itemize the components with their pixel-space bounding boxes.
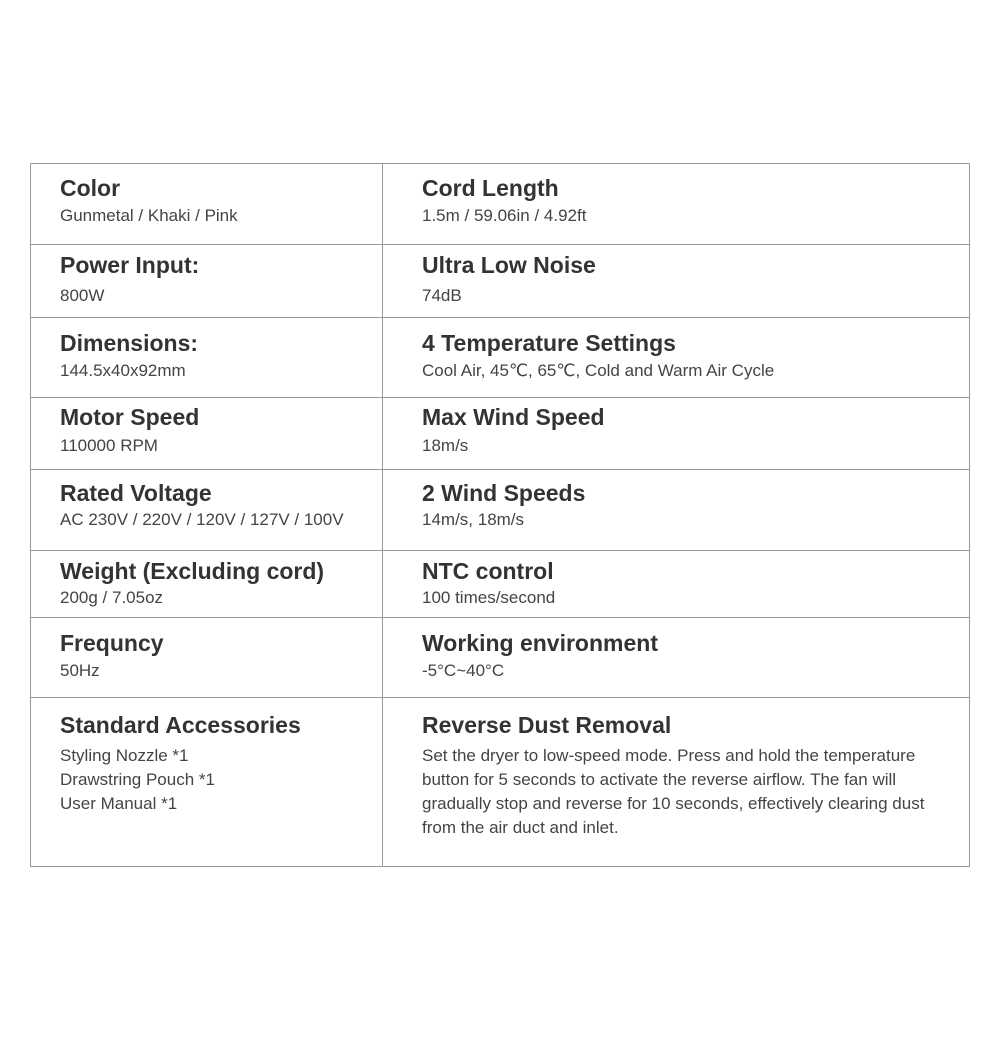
spec-cell-frequency: [31, 618, 383, 697]
spec-cell-cord-length: [383, 164, 969, 244]
spec-value: 50Hz: [60, 661, 100, 680]
spec-value: 18m/s: [422, 436, 469, 455]
spec-cell-motor-speed: [31, 398, 383, 469]
spec-row: [31, 551, 969, 618]
spec-title: Reverse Dust Removal: [422, 712, 672, 738]
spec-cell-wind-speeds: [383, 470, 969, 550]
spec-value: Set the dryer to low-speed mode. Press and hold the temperature button for 5 seconds to activate the reverse airflow. The fan will gradually stop and reverse for 10 seconds, effectively clearing dust from the air duct and inlet.: [422, 746, 925, 837]
spec-table: [30, 163, 970, 867]
spec-row: [31, 698, 969, 866]
spec-title: Working environment: [422, 630, 658, 656]
spec-value: 110000 RPM: [60, 436, 158, 455]
spec-cell-dimensions: [31, 318, 383, 397]
list-item: Styling Nozzle *1: [60, 746, 189, 765]
spec-value: Gunmetal / Khaki / Pink: [60, 206, 238, 225]
spec-cell-max-wind-speed: [383, 398, 969, 469]
spec-cell-rated-voltage: [31, 470, 383, 550]
spec-row: [31, 318, 969, 398]
spec-title: NTC control: [422, 558, 554, 584]
spec-cell-ntc-control: [383, 551, 969, 617]
spec-cell-power-input: [31, 245, 383, 317]
spec-value: -5°C~40°C: [422, 661, 505, 680]
spec-title: Weight (Excluding cord): [60, 558, 325, 584]
spec-title: Color: [60, 175, 121, 201]
spec-title: Power Input:: [60, 252, 200, 278]
spec-row: [31, 245, 969, 318]
spec-title: Ultra Low Noise: [422, 252, 596, 278]
spec-value: Cool Air, 45℃, 65℃, Cold and Warm Air Cycle: [422, 361, 775, 380]
spec-value: 200g / 7.05oz: [60, 588, 164, 607]
spec-title: Max Wind Speed: [422, 404, 605, 430]
list-item: User Manual *1: [60, 794, 178, 813]
spec-title: Motor Speed: [60, 404, 200, 430]
spec-value: 1.5m / 59.06in / 4.92ft: [422, 206, 587, 225]
spec-value: 144.5x40x92mm: [60, 361, 186, 380]
spec-title: Frequncy: [60, 630, 164, 656]
spec-value: 14m/s, 18m/s: [422, 510, 525, 529]
spec-cell-ultra-low-noise: [383, 245, 969, 317]
spec-title: 2 Wind Speeds: [422, 480, 586, 506]
spec-row: [31, 398, 969, 470]
spec-cell-temperature-settings: [383, 318, 969, 397]
list-item: Drawstring Pouch *1: [60, 770, 215, 789]
spec-title: Rated Voltage: [60, 480, 212, 506]
spec-cell-reverse-dust-removal: [383, 698, 969, 866]
spec-title: 4 Temperature Settings: [422, 330, 676, 356]
spec-row: [31, 470, 969, 551]
spec-value: 800W: [60, 286, 105, 305]
spec-value: 74dB: [422, 286, 462, 305]
spec-row: [31, 164, 969, 245]
spec-cell-weight: [31, 551, 383, 617]
spec-title: Cord Length: [422, 175, 559, 201]
spec-cell-standard-accessories: [31, 698, 383, 866]
spec-value: AC 230V / 220V / 120V / 127V / 100V: [60, 510, 344, 529]
spec-title: Standard Accessories: [60, 712, 301, 738]
accessories-list: [60, 744, 382, 816]
spec-cell-working-environment: [383, 618, 969, 697]
spec-value: 100 times/second: [422, 588, 556, 607]
spec-row: [31, 618, 969, 698]
spec-title: Dimensions:: [60, 330, 199, 356]
spec-cell-color: [31, 164, 383, 244]
